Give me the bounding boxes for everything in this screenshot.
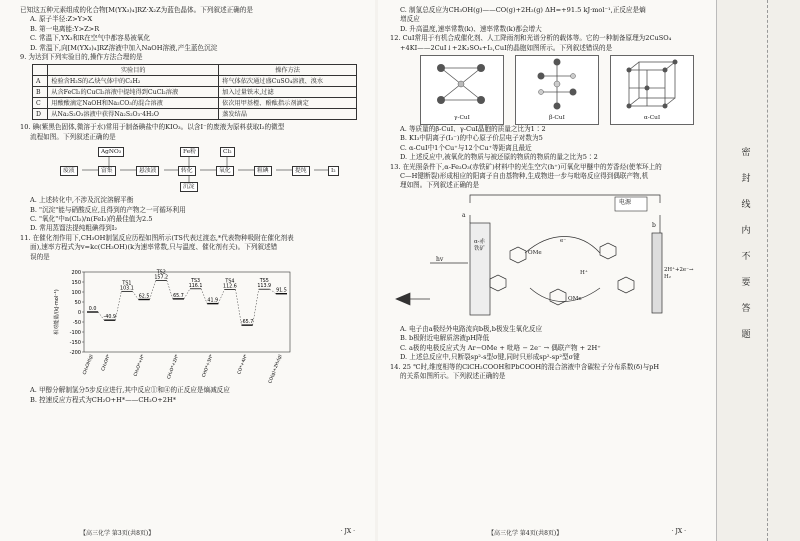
q13-stem: 13. 在光照条件下,α-Fe₂O₃(赤铁矿)材料中的光生空穴(h⁺)可氧化甲醚中的芳香烃(使苯环上的 [390, 162, 662, 171]
y-tick-label: 200 [71, 269, 81, 276]
ome-group-label-2: OMe [568, 295, 582, 302]
energy-value-label: 65.7 [173, 293, 184, 299]
crystal-label: γ-CuI [454, 114, 470, 121]
q9-table [32, 64, 357, 120]
crystal-gamma-drawing [421, 56, 503, 114]
table-cell: 依次用甲基橙、酚酞指示剂滴定 [219, 98, 357, 109]
energy-connector [253, 289, 259, 325]
table-cell: 检验含H₂S的乙炔气体中的C₂H₂ [48, 76, 219, 87]
ts-label: TS1 [122, 281, 132, 287]
table-cell: 将气体依次通过盛CuSO₄溶液、溴水 [219, 76, 357, 87]
y-tick-label: -150 [69, 339, 81, 346]
q10-option-c: C. "氧化"中n(Cl₂)/n(FeI₂)的最佳值为2.5 [30, 215, 153, 224]
q11-option-c-cont: 增反应 [400, 15, 420, 24]
q10-option-a: A. 上述转化中,不涉及沉淀溶解平衡 [30, 196, 134, 205]
q12-stem: 12. CuI常用于有机合成催化剂、人工降雨剂和光谱分析的载体等。它的一种制备原理为2CuSO₄ [390, 34, 672, 43]
flow-step: 富集 [98, 166, 116, 176]
q12-option-b: B. KI₃中阴离子(I₃⁻)的中心原子价层电子对数为5 [400, 134, 543, 143]
q11-stem-cont: 误的是 [30, 252, 50, 261]
ts-label: TS5 [259, 279, 269, 285]
crystal-label: β-CuI [549, 114, 565, 121]
cathode-reaction-label: 2H⁺+2e⁻→H₂ [664, 266, 694, 280]
flow-step: 转化 [178, 166, 196, 176]
table-cell: 蒸发结晶 [219, 109, 357, 120]
seal-char: 要 [741, 278, 751, 288]
table-cell: D [33, 109, 48, 120]
y-tick-label: -200 [69, 349, 81, 356]
q12-stem-cont: +4KI——2CuI↓+2K₂SO₄+I₂,CuI的晶胞如图所示。下列叙述错误的是 [400, 43, 613, 52]
energy-profile-svg [50, 264, 300, 384]
seal-char: 题 [741, 330, 751, 340]
q11-option-d: D. 升高温度,速率常数(k)、速率常数(k)都会增大 [400, 24, 542, 33]
flow-step: 废液 [60, 166, 78, 176]
flow-input: AgNO₃ [98, 147, 124, 157]
flow-input: Fe粉 [180, 147, 199, 157]
flow-step: 氧化 [216, 166, 234, 176]
hematite-label: α-赤铁矿 [474, 238, 485, 252]
q14-stem: 14. 25 ℃时,维度相等的ClCH₂COOH和PbCOOH的混合溶液中含碳粒子分布系数(δ)与pH [390, 362, 660, 371]
q12-option-a: A. 等质量的β-CuI、γ-CuI晶胞的质量之比为1∶2 [400, 125, 546, 134]
q11-stem: 11. 在催化剂作用下,CH₃OH制氢反应历程如图所示(TS代表过渡态,*代表物种吸附在催化剂表 [20, 233, 294, 242]
y-tick-label: 100 [71, 289, 81, 296]
y-tick-label: -50 [72, 319, 81, 326]
footer-page-label: 【高三化学 第4页(共8页)】 [488, 530, 563, 537]
energy-value-label: 113.9 [257, 284, 272, 290]
footer-code: · JX · [340, 528, 355, 535]
seal-char: 封 [741, 174, 751, 184]
q8-stem: 已知这五种元素组成的化合物[M(YX₃)₄]RZ·X₂Z为蓝色晶体。下列叙述正确的是 [20, 6, 253, 14]
ts-label: TS4 [225, 279, 235, 285]
energy-value-label: -40.9 [103, 315, 116, 321]
x-category-label: CO(g)+2H₂(g) [268, 354, 284, 385]
y-tick-label: 0 [77, 309, 81, 316]
table-row [33, 87, 357, 98]
page-3 [0, 0, 375, 541]
table-cell: 从Na₂S₂O₃溶液中获得Na₂S₂O₃·4H₂O [48, 109, 219, 120]
electrode-a-label: a [462, 211, 466, 219]
page-3-footer [20, 528, 365, 537]
table-cell: 用酸酸滴定NaOH和Na₂CO₃的混合溶液 [48, 98, 219, 109]
energy-connector [184, 289, 190, 299]
q10-stem-cont: 流程如图。下列叙述正确的是 [30, 132, 116, 141]
energy-connector [201, 289, 207, 304]
seal-line-margin [716, 0, 800, 541]
energy-value-label: 103.1 [120, 286, 134, 292]
seal-char: 密 [741, 148, 751, 158]
q13-stem-cont: C—H键断裂)形成相应的阳离子自由基物种,生成物进一步与吡咯反应得到偶联产物,机 [400, 172, 649, 181]
seal-dashed-line [767, 0, 768, 541]
q8-option-c: C. 常温下,YX₃和R在空气中都容易被氧化 [30, 34, 151, 43]
q11-option-b: B. 控速反应方程式为CH₂O+H*——CH₂O+2H* [30, 395, 177, 404]
table-header-row [33, 65, 357, 76]
energy-connector [270, 289, 276, 293]
flow-input: Cl₂ [220, 147, 235, 157]
q8-option-b: B. 第一电离能:Y>Z>R [30, 24, 100, 33]
q14-stem-cont: 的关系如图所示。下列叙述正确的是 [400, 371, 506, 380]
flow-step: I₂ [328, 166, 339, 176]
crystal-alpha [610, 55, 694, 125]
energy-connector [115, 291, 121, 320]
y-axis-label: 相对能量/(kJ·mol⁻¹) [54, 289, 60, 335]
q10-option-d: D. 常用蒸馏法提纯粗碘得到I₂ [30, 224, 118, 233]
x-category-label: CO*+4H* [237, 354, 249, 376]
page-4-footer [398, 528, 706, 537]
proton-label: H⁺ [580, 269, 588, 276]
table-cell: B [33, 87, 48, 98]
ts-label: TS3 [191, 278, 201, 284]
q11-option-c: C. 制氢总反应为CH₃OH(g)——CO(g)+2H₂(g) ΔH=+91.5 kJ·mol⁻¹,正反应是熵 [400, 6, 646, 14]
seal-char: 不 [741, 252, 751, 262]
q12-option-d: D. 上述反应中,被氧化的物质与被还原的物质的物质的量之比为5∶2 [400, 153, 598, 162]
x-category-label: CH₃OH(g) [82, 354, 95, 376]
crystal-label: α-CuI [643, 114, 661, 121]
seal-char: 答 [741, 304, 751, 314]
q13-option-c: C. a极的电极反应式为 Ar−OMe + 吡咯 − 2e⁻ → 偶联产物 + 2H⁺ [400, 343, 601, 352]
energy-connector [218, 290, 224, 304]
y-tick-label: -100 [69, 329, 81, 336]
table-cell: C [33, 98, 48, 109]
q13-option-d: D. 上述总反应中,只断裂sp²-s型σ键,同时只形成sp²-sp²型σ键 [400, 353, 580, 362]
energy-value-label: 112.6 [223, 284, 237, 290]
q11-option-a: A. 甲醇分解制氢分5步反应进行,其中反应①和④的正反应是熵减反应 [30, 386, 230, 395]
q13-option-a: A. 电子由a极经外电路流向b极,b极发生氧化反应 [400, 324, 543, 333]
q9-stem: 9. 为达到下列实验目的,操作方法合理的是 [20, 53, 143, 62]
footer-page-label: 【高三化学 第3页(共8页)】 [80, 530, 155, 537]
light-label: hv [436, 255, 444, 263]
table-header: 实验目的 [48, 65, 219, 76]
table-cell: 加入过量铁末,过滤 [219, 87, 357, 98]
q8-option-d: D. 常温下,向[M(YX₃)₄]RZ溶液中加入NaOH溶液,产生蓝色沉淀 [30, 43, 218, 52]
table-cell: 从含FeCl₂的CuCl₂溶液中提纯得到CuCl₂溶液 [48, 87, 219, 98]
x-category-label: CH₃O*+H* [133, 354, 146, 378]
x-category-label: CH₃OH* [101, 354, 112, 372]
flow-step: 悬浊液 [136, 166, 159, 176]
energy-value-label: 157.2 [154, 275, 169, 281]
seal-char: 线 [741, 200, 751, 210]
electrode-b-label: b [652, 221, 656, 229]
ts-label: TS2 [156, 270, 166, 276]
power-supply-label: 电源 [619, 198, 632, 206]
ome-group-label: OMe [528, 249, 542, 256]
x-category-label: CHO*+3H* [201, 354, 215, 379]
q12-option-c: C. α-CuI中1个Cu⁺与12个Cu⁺等距离且最近 [400, 143, 532, 152]
flow-step: 粗碘 [254, 166, 272, 176]
energy-profile-chart [50, 264, 300, 384]
q13-option-b: B. b极附近电解质溶液pH降低 [400, 334, 490, 343]
x-category-label: CH₂O*+2H* [166, 354, 181, 380]
table-header [33, 65, 48, 76]
q13-mechanism-diagram [390, 193, 712, 323]
energy-connector [133, 291, 139, 299]
y-tick-label: 150 [71, 279, 81, 286]
energy-value-label: 91.5 [276, 288, 287, 294]
flow-byproduct: 沉淀 [180, 182, 198, 192]
q8-option-a: A. 原子半径:Z>Y>X [30, 15, 93, 24]
page-4 [378, 0, 716, 541]
page-3-column [20, 6, 369, 405]
energy-connector [167, 281, 173, 299]
page-4-column [390, 6, 712, 381]
crystal-beta-drawing [516, 56, 598, 114]
energy-value-label: 0.0 [88, 307, 97, 313]
seal-text [739, 140, 753, 348]
footer-code: · JX · [671, 528, 686, 535]
q10-stem: 10. 碘(紫黑色固体,微溶于水)常用于制备碘盐中的KIO₃。以含I⁻的废液为原料获取I₂的微型 [20, 123, 285, 132]
q10-option-b: B. "沉淀"能与硝酸反应,且得到的产物之一可循环利用 [30, 205, 186, 214]
y-tick-label: 50 [74, 299, 81, 306]
crystal-alpha-drawing [611, 56, 693, 114]
table-cell: A [33, 76, 48, 87]
q10-flowchart [60, 144, 369, 194]
crystal-beta [515, 55, 599, 125]
q13-stem-cont: 理如图。下列叙述正确的是 [400, 181, 480, 190]
energy-value-label: 62.5 [138, 294, 150, 300]
table-row [33, 109, 357, 120]
table-header: 操作方法 [219, 65, 357, 76]
crystal-gamma [420, 55, 504, 125]
energy-connector [150, 281, 156, 300]
seal-char: 内 [741, 226, 751, 236]
energy-value-label: 116.1 [188, 283, 203, 289]
electron-label: e⁻ [560, 237, 567, 244]
q11-stem-cont: 面),速率方程式为v=kc(CH₃OH)(k为速率常数,只与温度、催化剂有关)。下列叙述错 [30, 243, 278, 252]
table-row [33, 98, 357, 109]
table-row [33, 76, 357, 87]
flow-step: 提纯 [292, 166, 310, 176]
energy-value-label: 41.9 [207, 298, 219, 304]
cui-crystal-structures [420, 55, 712, 125]
energy-value-label: -65.7 [240, 320, 254, 326]
